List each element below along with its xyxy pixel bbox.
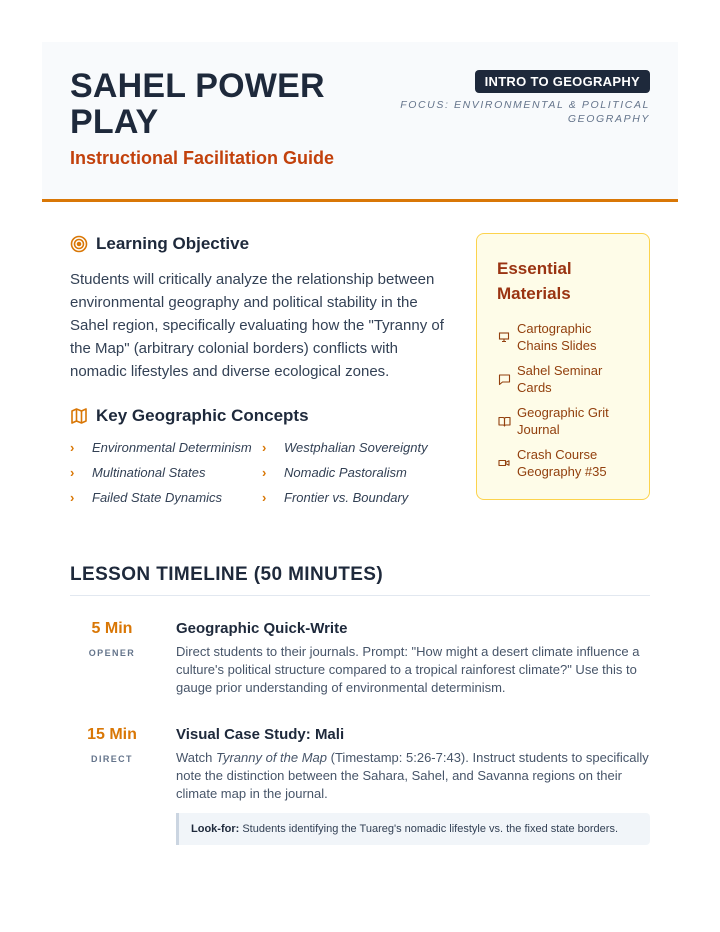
concept-label: Frontier vs. Boundary: [284, 489, 409, 505]
objective-text: Students will critically analyze the relationship between environmental geography and political stability in the Sahel region, specifically evaluating how the "Tyranny of the Map" (arbitrary colonial borders) conflicts with nomadic lifestyles and diverse ecological zones.: [70, 271, 444, 380]
chat-icon: [497, 372, 511, 386]
objective-heading: [70, 234, 249, 254]
timeline-divider: [70, 595, 650, 596]
material-item: [497, 320, 629, 354]
material-label: Sahel Seminar Cards: [517, 363, 603, 395]
timeline-entry: [176, 726, 650, 845]
text-segment: (Timestamp: 5:26-7:43). Instruct students to specifically note the distinction between the Sahara, Sahel, and Savanna regions on their climate map in the journal.: [176, 750, 649, 801]
material-item: [497, 362, 629, 396]
timeline-duration: 5 Min: [91, 620, 133, 637]
chevron-right-icon: ›: [70, 439, 75, 455]
chevron-right-icon: ›: [262, 464, 267, 480]
concept-item: [262, 488, 450, 506]
timeline-entry-text: Direct students to their journals. Prompt: "How might a desert climate influence a culture's political structure compared to a tropical rainforest climate?" Use this to gauge prior understanding of environmental determinism.: [176, 644, 640, 695]
concept-label: Failed State Dynamics: [92, 489, 223, 505]
concept-label: Multinational States: [92, 464, 206, 480]
lookfor-label: Look-for:: [191, 823, 240, 835]
timeline-duration: 15 Min: [87, 726, 137, 743]
map-icon: [70, 407, 88, 425]
material-label: Geographic Grit Journal: [517, 405, 609, 437]
chevron-right-icon: ›: [70, 464, 75, 480]
text-segment: Watch: [176, 750, 216, 765]
video-icon: [497, 456, 511, 470]
target-icon: [70, 235, 88, 253]
timeline-time-block: [70, 620, 154, 658]
page-subtitle: Instructional Facilitation Guide: [70, 148, 335, 168]
concept-label: Environmental Determinism: [92, 439, 252, 455]
chevron-right-icon: ›: [70, 489, 75, 505]
course-badge: INTRO TO GEOGRAPHY: [475, 70, 650, 93]
page-container: [42, 42, 678, 202]
chevron-right-icon: ›: [262, 439, 267, 455]
objective-heading-label: Learning Objective: [96, 234, 250, 253]
concept-label: Nomadic Pastoralism: [284, 464, 407, 480]
concept-item: [262, 463, 450, 481]
timeline-entry-text: [176, 749, 650, 803]
concept-item: [70, 463, 262, 481]
material-label: Cartographic Chains Slides: [517, 321, 597, 353]
timeline-time-block: [70, 726, 154, 764]
timeline-phase: DIRECT: [91, 754, 133, 764]
concepts-list: [70, 438, 450, 506]
presentation-icon: [497, 330, 511, 344]
materials-heading: Essential Materials: [497, 259, 572, 303]
timeline-entry: [176, 620, 650, 697]
header-banner: [42, 42, 678, 202]
material-label: Crash Course Geography #35: [517, 447, 607, 479]
lookfor-callout: [176, 813, 650, 845]
book-icon: [497, 414, 511, 428]
material-item: [497, 446, 629, 480]
chevron-right-icon: ›: [262, 489, 267, 505]
focus-label: FOCUS: ENVIRONMENTAL & POLITICAL GEOGRAPHY: [400, 99, 650, 125]
concept-item: [262, 438, 450, 456]
lookfor-text: Students identifying the Tuareg's nomadic lifestyle vs. the fixed state borders.: [239, 823, 619, 835]
concept-label: Westphalian Sovereignty: [284, 439, 428, 455]
timeline-title: LESSON TIMELINE (50 MINUTES): [70, 564, 384, 585]
material-item: [497, 404, 629, 438]
timeline-phase: OPENER: [88, 648, 136, 658]
timeline-entry-heading: Visual Case Study: Mali: [176, 726, 345, 743]
materials-card: [476, 233, 650, 500]
concepts-heading: [70, 406, 309, 426]
concept-item: [70, 438, 262, 456]
concepts-heading-label: Key Geographic Concepts: [96, 406, 309, 425]
page-title: SAHEL POWER PLAY: [70, 67, 325, 141]
video-title: Tyranny of the Map: [215, 750, 328, 765]
timeline-entry-heading: Geographic Quick-Write: [176, 620, 348, 637]
concept-item: [70, 488, 262, 506]
